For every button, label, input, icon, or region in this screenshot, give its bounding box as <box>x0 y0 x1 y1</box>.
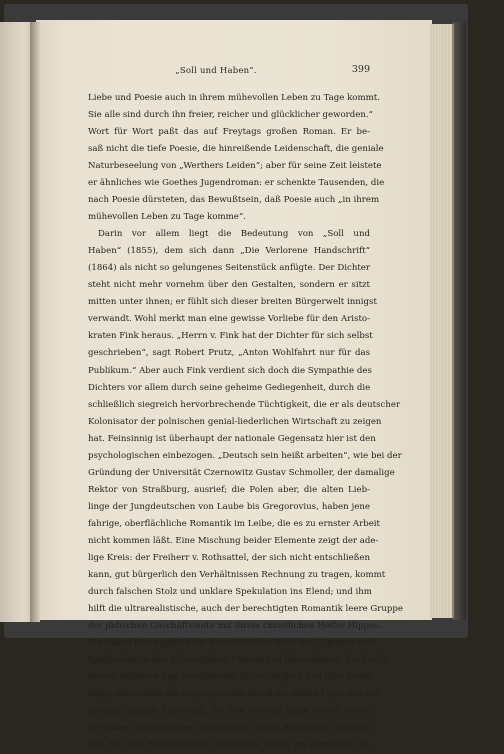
text-line: der jüdischen Geschäftsleute mit ihrem christlichen Helfer Hippus. <box>88 620 382 631</box>
text-line: nach Poesie dürsteten, das Bewußtsein, daß Poesie auch „in ihrem <box>88 195 380 206</box>
body-text <box>88 90 404 754</box>
text-line: er ähnliches wie Goethes Jugendroman: er schenkte Tausenden, die <box>88 178 385 189</box>
text-line: Dichters vor allem durch seine geheime Gediegenheit, durch die <box>88 382 371 393</box>
text-line: Itzigs aber erhält ein Gegengewicht durch die ideale Figur des tod- <box>88 689 383 700</box>
text-line: linge der Jungdeutschen von Laube bis Gregorovius, haben jene <box>88 501 370 512</box>
text-line: kraten Fink heraus. „Herrn v. Fink hat der Dichter für sich selbst <box>88 331 373 342</box>
text-line: keinen milderen Zug versöhnende Schlechtigkeit und Gier Veitel <box>88 672 371 683</box>
text-line: kranken jungen Ehrenthal, für den Freytag Züge seines lieben <box>88 706 370 717</box>
text-line: Publikum.“ Aber auch Fink verdient sich doch die Sympathie des <box>88 365 372 376</box>
text-line: hat. Feinsinnig ist überhaupt der nationale Gegensatz hier ist den <box>88 433 376 444</box>
facing-page-edge <box>0 22 33 622</box>
text-line: Rektor von Straßburg, ausrief; die Polen aber, die alten Lieb- <box>88 484 370 495</box>
text-line: Haben“ (1855), dem sich dann „Die Verlorene Handschrift“ <box>88 246 370 257</box>
text-line: geschrieben“, sagt Robert Prutz, „Anton Wohlfahrt nur für das <box>88 348 370 359</box>
text-line: Darin vor allem liegt die Bedeutung von „Soll und <box>98 229 370 240</box>
text-line: Sie alle sind durch ihn freier, reicher und glücklicher geworden.“ <box>88 110 373 121</box>
text-line: kann, gut bürgerlich den Verhältnissen Rechnung zu tragen, kommt <box>88 569 386 580</box>
page-stack-edge <box>430 24 454 618</box>
text-line: mühevollen Leben zu Tage komme“. <box>88 212 247 223</box>
text-line: hilft die ultrarealistische, auch der berechtigten Romantik leere Gruppe <box>88 603 404 614</box>
text-line: Gründung der Universität Czernowitz Gustav Schmoller, der damalige <box>88 467 395 478</box>
text-line: Liebe und Poesie auch in ihrem mühevollen Leben zu Tage kommt. <box>88 93 380 103</box>
text-line: Wort für Wort paßt das auf Freytags großen Roman. Er be- <box>88 127 370 138</box>
text-line: hat. Bei den Nebenfiguren, besonders denen im Comptoir, be- <box>88 740 370 751</box>
text-line: mitten unter ihnen; er fühlt sich dieser breiten Bürgerwelt innigst <box>88 297 377 308</box>
text-line: verwandt. Wohl merkt man eine gewisse Vorliebe für den Aristo- <box>88 314 370 325</box>
text-line: saß nicht die tiefe Poesie, die hinreißende Leidenschaft, die geniale <box>88 144 384 155</box>
text-line: fahrige, oberflächliche Romantik im Leibe, die es zu ernster Arbeit <box>88 518 381 529</box>
text-line: Sie haben hier zugleich die humoristische Rolle der Zigeuner und <box>88 638 376 648</box>
running-head: „Soll und Haben“. <box>175 66 257 76</box>
text-line: lige Kreis: der Freiherr v. Rothsattel, der sich nicht entschließen <box>88 552 371 563</box>
text-line: (1864) als nicht so gelungenes Seitenstück anfügte. Der Dichter <box>88 263 370 274</box>
text-line: Freundes, des jüdischen Journalisten Jakob Kauffmann, benutzt <box>88 723 370 734</box>
page-gutter <box>30 22 40 622</box>
text-line: schließlich siegreich hervorbrechende Tüchtigkeit, die er als deutscher <box>88 399 401 410</box>
text-line: Naturbeseelung von „Werthers Leiden“; aber für seine Zeit leistete <box>88 161 382 172</box>
book-spine-edge <box>452 22 466 620</box>
text-line: Spitzbuben in den Schauspielen Freytags zu übernehmen; die durch <box>88 655 387 666</box>
text-line: durch falschen Stolz und unklare Spekulation ins Elend; und ihm <box>88 586 372 597</box>
text-line: psychologischen einbezogen. „Deutsch sein heißt arbeiten“, wie bei der <box>88 450 402 461</box>
text-line: Kolonisator der polnischen genial-liederlichen Wirtschaft zu zeigen <box>88 416 382 427</box>
page-number: 399 <box>351 64 370 75</box>
text-line: steht nicht mehr vornehm über den Gestalten, sondern er sitzt <box>88 280 370 291</box>
text-line: nicht kommen läßt. Eine Mischung beider Elemente zeigt der ade- <box>88 535 379 546</box>
